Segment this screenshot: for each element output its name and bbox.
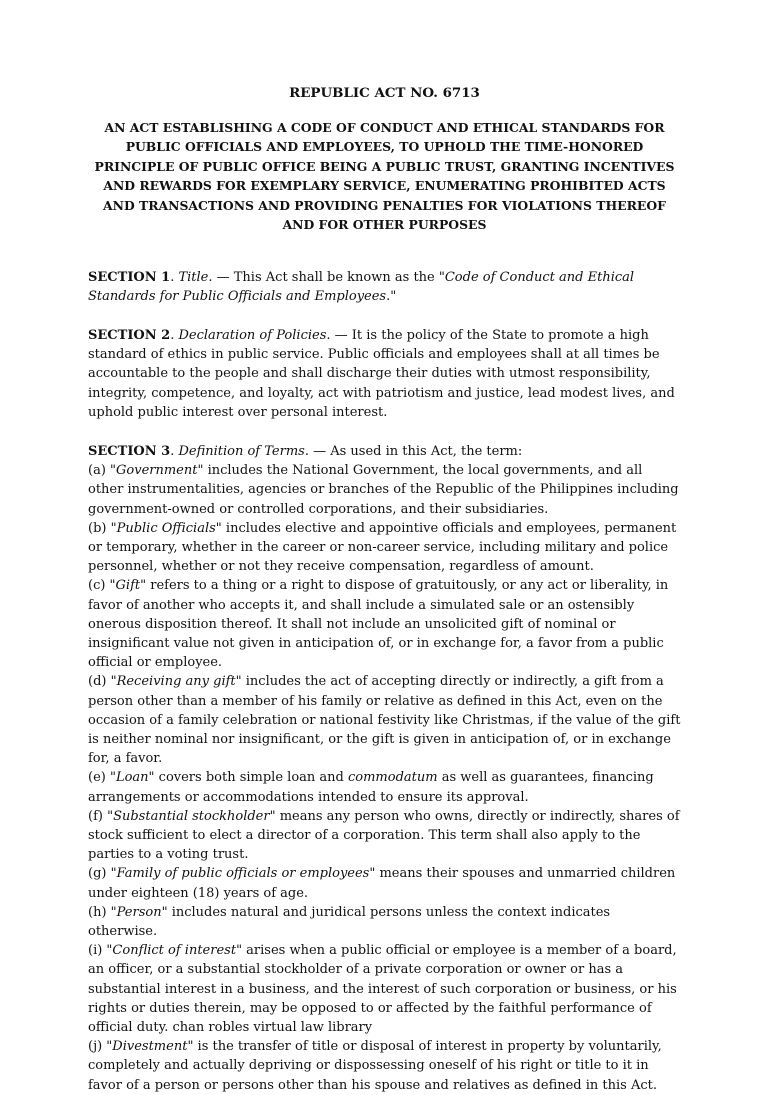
act-long-title: AN ACT ESTABLISHING A CODE OF CONDUCT AND ETHICAL STANDARDS FOR PUBLIC OFFICIALS AND EMPLOYEES, TO UPHOLD THE TIME-HONORED PRINCIPLE OF PUBLIC OFFICE BEING A PUBLIC TRUST, GRANTING INCENTIVES AND REWARDS FOR EXEMPLARY SERVICE, ENUMERATING PROHIBITED ACTS AND TRANSACTIONS AND PROVIDING PENALTIES FOR VIOLATIONS THEREOF AND FOR OTHER PURPOSES [94,119,675,232]
section-1-text: — This Act shall be known as the " [212,269,445,285]
section-3 [88,442,681,1095]
section-2: SECTION 2. Declaration of Policies. — It is the policy of the State to promote a high standard of ethics in public service. Public officials and employees shall at all times be accountable to the people and shall discharge their duties with utmost responsibility, integrity, competence, and loyalty, act with patriotism and justice, lead modest lives, and uphold public interest over personal interest. [88,327,675,420]
defined-term: Substantial stockholder [113,808,270,824]
section-2-label: SECTION 2 [88,327,171,343]
act-number-title: REPUBLIC ACT NO. 6713 [289,85,480,101]
definition-item: (e) "Loan" covers both simple loan and commodatum as well as guarantees, financing arrangements or accommodations intended to ensure its approval. [88,770,654,805]
section-3-label: SECTION 3 [88,443,171,459]
defined-term: Family of public officials or employees [116,866,370,882]
definition-item: (i) "Conflict of interest" arises when a public official or employee is a member of a board, an officer, or a substantial stockholder of a private corporation or owner or has a substantial interest in a business, and the interest of such corporation or business, or his rights or duties therein, may be opposed to or affected by the faithful performance of official duty. chan robles virtual law library [88,943,677,1036]
section-1: SECTION 1. Title. — This Act shall be known as the "Code of Conduct and Ethical Standards for Public Officials and Employees." [88,269,635,304]
definition-item: (g) "Family of public officials or employees" means their spouses and unmarried children under eighteen (18) years of age. [88,866,676,901]
section-3-heading: Definition of Terms. [178,443,309,459]
defined-term: Receiving any gift [116,674,236,690]
defined-term: Public Officials [116,520,216,536]
defined-term: Gift [115,578,141,594]
definition-item: (j) "Divestment" is the transfer of title or disposal of interest in property by voluntarily, completely and actually depriving or dispossessing oneself of his right or title to it in favor of a person or persons other than his spouse and relatives as defined in this Act. [88,1039,662,1093]
definition-item: (h) "Person" includes natural and juridical persons unless the context indicates otherwise. [88,904,611,939]
defined-term: Government [116,463,198,479]
section-2-heading: Declaration of Policies. [178,327,331,343]
section-1-heading: Title. [178,269,213,285]
defined-term: Divestment [112,1039,188,1055]
definition-item: (c) "Gift" refers to a thing or a right to dispose of gratuitously, or any act or liberality, in favor of another who accepts it, and shall include a simulated sale or an ostensibly onerous disposition thereof. It shall not include an unsolicited gift of nominal or insignificant value not given in anticipation of, or in exchange for, a favor from a public official or employee. [88,578,669,671]
definition-item: (f) "Substantial stockholder" means any person who owns, directly or indirectly, shares of stock sufficient to elect a director of a corporation. This term shall also apply to the parties to a voting trust. [88,808,680,863]
defined-term: Conflict of interest [112,943,237,959]
definition-item: (a) "Government" includes the National Government, the local governments, and all other instrumentalities, agencies or branches of the Republic of the Philippines including government-owned or controlled corporations, and their subsidiaries. [88,463,679,517]
section-1-label: SECTION 1 [88,269,171,285]
section-3-intro: SECTION 3. Definition of Terms. — As used in this Act, the term: [88,443,523,459]
section-1-act-name: Code of Conduct and Ethical Standards for Public Officials and Employees. [88,269,635,304]
defined-term: Person [116,904,162,920]
definition-item: (b) "Public Officials" includes elective and appointive officials and employees, permanent or temporary, whether in the career or non-career service, including military and police personnel, whether or not they receive compensation, regardless of amount. [88,520,677,575]
defined-term: Loan [115,770,149,786]
section-2-text: — It is the policy of the State to promote a high standard of ethics in public service. Public officials and employees shall at all times be accountable to the people and shall discharge their duties with utmost responsibility, integrity, competence, and loyalty, act with patriotism and justice, lead modest lives, and uphold public interest over personal interest. [88,327,675,420]
latin-term: commodatum [347,770,438,786]
definition-item: (d) "Receiving any gift" includes the act of accepting directly or indirectly, a gift from a person other than a member of his family or relative as defined in this Act, even on the occasion of a family celebration or national festivity like Christmas, if the value of the gift is neither nominal nor insignificant, or the gift is given in anticipation of, or in exchange for, a favor. [88,674,681,767]
